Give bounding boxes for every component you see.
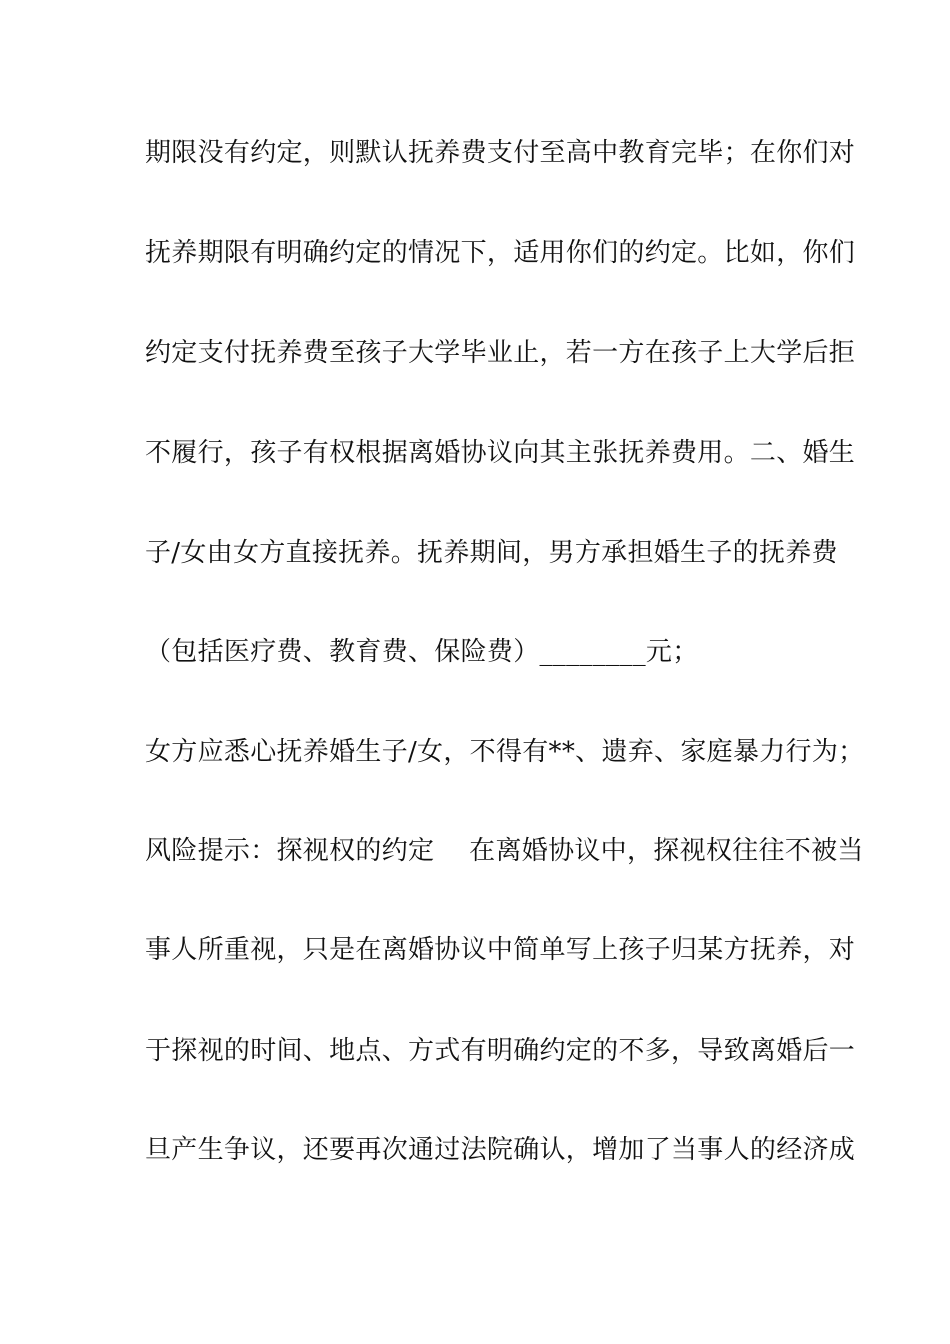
body-text-line: 子/女由女方直接抚养。抚养期间，男方承担婚生子的抚养费 [145, 538, 838, 568]
body-text-line: 女方应悉心抚养婚生子/女，不得有**、遗弃、家庭暴力行为； [145, 737, 865, 767]
body-text-line: 期限没有约定，则默认抚养费支付至高中教育完毕；在你们对 [145, 138, 856, 168]
body-text-line: （包括医疗费、教育费、保险费）________元； [145, 637, 699, 667]
body-text-line: 事人所重视，只是在离婚协议中简单写上孩子归某方抚养，对 [145, 935, 856, 965]
body-text-line: 于探视的时间、地点、方式有明确约定的不多，导致离婚后一 [145, 1036, 856, 1066]
body-text-line: 抚养期限有明确约定的情况下，适用你们的约定。比如，你们 [145, 238, 856, 268]
body-text-line: 不履行，孩子有权根据离婚协议向其主张抚养费用。二、婚生 [145, 438, 856, 468]
body-text-line: 风险提示：探视权的约定 在离婚协议中，探视权往往不被当 [145, 836, 864, 866]
body-text-line: 约定支付抚养费至孩子大学毕业止，若一方在孩子上大学后拒 [145, 338, 856, 368]
body-text-line: 旦产生争议，还要再次通过法院确认，增加了当事人的经济成 [145, 1135, 856, 1165]
